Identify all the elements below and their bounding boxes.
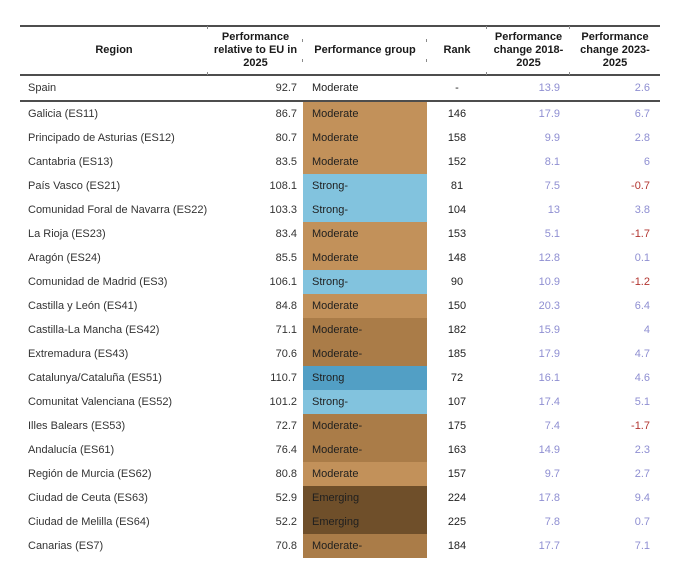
region-name: Andalucía (ES61) xyxy=(28,444,115,456)
table-row xyxy=(20,414,660,438)
rank-value: 158 xyxy=(447,132,467,144)
region-name: Comunidad de Madrid (ES3) xyxy=(28,276,168,288)
rank-value: 104 xyxy=(447,204,467,216)
performance-group-cell xyxy=(303,510,427,534)
rank-value: 146 xyxy=(447,108,467,120)
rank-value: 157 xyxy=(447,468,467,480)
region-name: La Rioja (ES23) xyxy=(28,228,106,240)
rank-value: 224 xyxy=(447,492,467,504)
table-row xyxy=(20,438,660,462)
change-2023-2025-value: 4 xyxy=(643,324,650,336)
rank-value: 81 xyxy=(450,180,464,192)
change-2018-2025-value: 5.1 xyxy=(544,228,560,240)
region-name: Ciudad de Melilla (ES64) xyxy=(28,516,150,528)
table-row xyxy=(20,510,660,534)
table-row xyxy=(20,102,660,126)
performance-group-cell xyxy=(303,438,427,462)
table-row xyxy=(20,174,660,198)
performance-value: 85.5 xyxy=(275,252,297,264)
performance-value: 52.9 xyxy=(275,492,297,504)
rank-value: 152 xyxy=(447,156,467,168)
performance-group-label: Moderate xyxy=(312,156,359,168)
rank-value: 72 xyxy=(450,372,464,384)
performance-value: 106.1 xyxy=(269,276,297,288)
table-row xyxy=(20,462,660,486)
column-header-change-2018-2025: Performance change 2018-2025 xyxy=(487,31,570,70)
region-name: Ciudad de Ceuta (ES63) xyxy=(28,492,148,504)
column-header-region: Region xyxy=(95,44,133,56)
table-row xyxy=(20,126,660,150)
table-row xyxy=(20,270,660,294)
performance-value: 108.1 xyxy=(269,180,297,192)
performance-value: 80.7 xyxy=(275,132,297,144)
region-name: Aragón (ES24) xyxy=(28,252,101,264)
region-name: Comunidad Foral de Navarra (ES22) xyxy=(28,204,208,216)
performance-group-label: Moderate- xyxy=(312,324,363,336)
rank-value: 90 xyxy=(450,276,464,288)
table-row xyxy=(20,76,660,102)
region-name: País Vasco (ES21) xyxy=(28,180,121,192)
change-2023-2025-value: -1.7 xyxy=(631,420,650,432)
change-2018-2025-value: 9.9 xyxy=(544,132,560,144)
performance-group-cell xyxy=(303,294,427,318)
performance-value: 72.7 xyxy=(275,420,297,432)
change-2018-2025-value: 8.1 xyxy=(544,156,560,168)
performance-value: 70.8 xyxy=(275,540,297,552)
performance-group-cell xyxy=(303,270,427,294)
performance-group-label: Moderate- xyxy=(312,348,363,360)
performance-group-cell xyxy=(303,198,427,222)
performance-value: 84.8 xyxy=(275,300,297,312)
table-row xyxy=(20,390,660,414)
performance-value: 83.4 xyxy=(275,228,297,240)
region-name: Illes Balears (ES53) xyxy=(28,420,126,432)
change-2023-2025-value: 6.4 xyxy=(634,300,650,312)
table-header-row xyxy=(20,25,660,76)
change-2023-2025-value: 5.1 xyxy=(634,396,650,408)
region-name: Castilla-La Mancha (ES42) xyxy=(28,324,160,336)
performance-group-label: Moderate xyxy=(312,300,359,312)
performance-group-cell xyxy=(303,174,427,198)
column-header-performance-2025: Performance relative to EU in 2025 xyxy=(208,31,303,70)
change-2023-2025-value: 9.4 xyxy=(634,492,650,504)
change-2023-2025-value: -1.7 xyxy=(631,228,650,240)
rank-value: 153 xyxy=(447,228,467,240)
table-row xyxy=(20,342,660,366)
performance-group-cell xyxy=(303,366,427,390)
performance-value: 70.6 xyxy=(275,348,297,360)
performance-group-label: Moderate xyxy=(312,108,359,120)
performance-group-label: Moderate xyxy=(312,252,359,264)
change-2023-2025-value: 4.7 xyxy=(634,348,650,360)
change-2018-2025-value: 13 xyxy=(547,204,560,216)
table-row xyxy=(20,534,660,558)
performance-group-label: Moderate xyxy=(312,82,359,94)
region-name: Castilla y León (ES41) xyxy=(28,300,138,312)
performance-group-cell xyxy=(303,390,427,414)
change-2023-2025-value: 2.8 xyxy=(634,132,650,144)
table-row xyxy=(20,294,660,318)
change-2018-2025-value: 7.5 xyxy=(544,180,560,192)
performance-group-label: Moderate- xyxy=(312,420,363,432)
performance-group-label: Moderate xyxy=(312,228,359,240)
performance-group-cell xyxy=(303,102,427,126)
table-row xyxy=(20,318,660,342)
rank-value: - xyxy=(455,82,459,94)
change-2018-2025-value: 7.4 xyxy=(544,420,560,432)
change-2023-2025-value: 2.6 xyxy=(634,82,650,94)
performance-value: 92.7 xyxy=(275,82,297,94)
change-2018-2025-value: 15.9 xyxy=(538,324,560,336)
performance-group-label: Strong- xyxy=(312,204,349,216)
change-2023-2025-value: -0.7 xyxy=(631,180,650,192)
table-row xyxy=(20,150,660,174)
change-2018-2025-value: 17.9 xyxy=(538,348,560,360)
region-name: Comunitat Valenciana (ES52) xyxy=(28,396,173,408)
table-row xyxy=(20,198,660,222)
change-2023-2025-value: 6 xyxy=(643,156,650,168)
performance-group-cell xyxy=(303,486,427,510)
performance-value: 76.4 xyxy=(275,444,297,456)
column-header-performance-group: Performance group xyxy=(303,44,427,57)
performance-group-cell xyxy=(303,246,427,270)
performance-value: 80.8 xyxy=(275,468,297,480)
rank-value: 107 xyxy=(447,396,467,408)
performance-value: 101.2 xyxy=(269,396,297,408)
column-header-rank: Rank xyxy=(427,44,487,57)
performance-value: 52.2 xyxy=(275,516,297,528)
change-2018-2025-value: 7.8 xyxy=(544,516,560,528)
performance-group-cell xyxy=(303,76,427,100)
change-2023-2025-value: 0.1 xyxy=(634,252,650,264)
rank-value: 185 xyxy=(447,348,467,360)
rank-value: 175 xyxy=(447,420,467,432)
region-name: Catalunya/Cataluña (ES51) xyxy=(28,372,162,384)
region-name: Galicia (ES11) xyxy=(28,108,99,120)
change-2023-2025-value: 4.6 xyxy=(634,372,650,384)
performance-group-cell xyxy=(303,342,427,366)
change-2018-2025-value: 16.1 xyxy=(538,372,560,384)
performance-group-cell xyxy=(303,150,427,174)
region-name: Spain xyxy=(28,82,57,94)
change-2023-2025-value: 2.7 xyxy=(634,468,650,480)
rank-value: 225 xyxy=(447,516,467,528)
region-name: Principado de Asturias (ES12) xyxy=(28,132,175,144)
change-2018-2025-value: 10.9 xyxy=(538,276,560,288)
change-2023-2025-value: 7.1 xyxy=(634,540,650,552)
change-2018-2025-value: 9.7 xyxy=(544,468,560,480)
performance-group-label: Strong- xyxy=(312,396,349,408)
change-2023-2025-value: 2.3 xyxy=(634,444,650,456)
performance-value: 71.1 xyxy=(275,324,297,336)
performance-group-label: Moderate- xyxy=(312,540,363,552)
change-2018-2025-value: 17.8 xyxy=(538,492,560,504)
rank-value: 184 xyxy=(447,540,467,552)
performance-group-label: Emerging xyxy=(312,516,360,528)
rank-value: 182 xyxy=(447,324,467,336)
performance-group-cell xyxy=(303,462,427,486)
table-body xyxy=(20,76,660,558)
performance-group-cell xyxy=(303,534,427,558)
table-row xyxy=(20,366,660,390)
change-2018-2025-value: 12.8 xyxy=(538,252,560,264)
performance-value: 103.3 xyxy=(269,204,297,216)
performance-group-label: Moderate xyxy=(312,468,359,480)
performance-group-label: Strong xyxy=(312,372,345,384)
performance-group-label: Moderate xyxy=(312,132,359,144)
region-name: Región de Murcia (ES62) xyxy=(28,468,152,480)
performance-value: 86.7 xyxy=(275,108,297,120)
rank-value: 163 xyxy=(447,444,467,456)
regional-performance-table xyxy=(20,25,660,558)
performance-value: 110.7 xyxy=(270,372,297,384)
change-2023-2025-value: 3.8 xyxy=(634,204,650,216)
performance-group-label: Emerging xyxy=(312,492,360,504)
performance-group-label: Strong- xyxy=(312,180,349,192)
region-name: Extremadura (ES43) xyxy=(28,348,129,360)
change-2018-2025-value: 17.9 xyxy=(538,108,560,120)
change-2018-2025-value: 13.9 xyxy=(538,82,560,94)
column-header-change-2023-2025: Performance change 2023-2025 xyxy=(570,31,660,70)
performance-group-label: Strong- xyxy=(312,276,349,288)
region-name: Canarias (ES7) xyxy=(28,540,104,552)
change-2023-2025-value: -1.2 xyxy=(631,276,650,288)
region-name: Cantabria (ES13) xyxy=(28,156,113,168)
performance-group-cell xyxy=(303,414,427,438)
change-2018-2025-value: 17.7 xyxy=(538,540,560,552)
change-2018-2025-value: 20.3 xyxy=(538,300,560,312)
change-2023-2025-value: 6.7 xyxy=(634,108,650,120)
performance-value: 83.5 xyxy=(275,156,297,168)
change-2018-2025-value: 14.9 xyxy=(538,444,560,456)
performance-group-cell xyxy=(303,222,427,246)
change-2023-2025-value: 0.7 xyxy=(634,516,650,528)
table-row xyxy=(20,222,660,246)
rank-value: 150 xyxy=(447,300,467,312)
performance-group-cell xyxy=(303,126,427,150)
change-2018-2025-value: 17.4 xyxy=(538,396,560,408)
table-row xyxy=(20,486,660,510)
performance-group-cell xyxy=(303,318,427,342)
performance-group-label: Moderate- xyxy=(312,444,363,456)
rank-value: 148 xyxy=(447,252,467,264)
table-row xyxy=(20,246,660,270)
